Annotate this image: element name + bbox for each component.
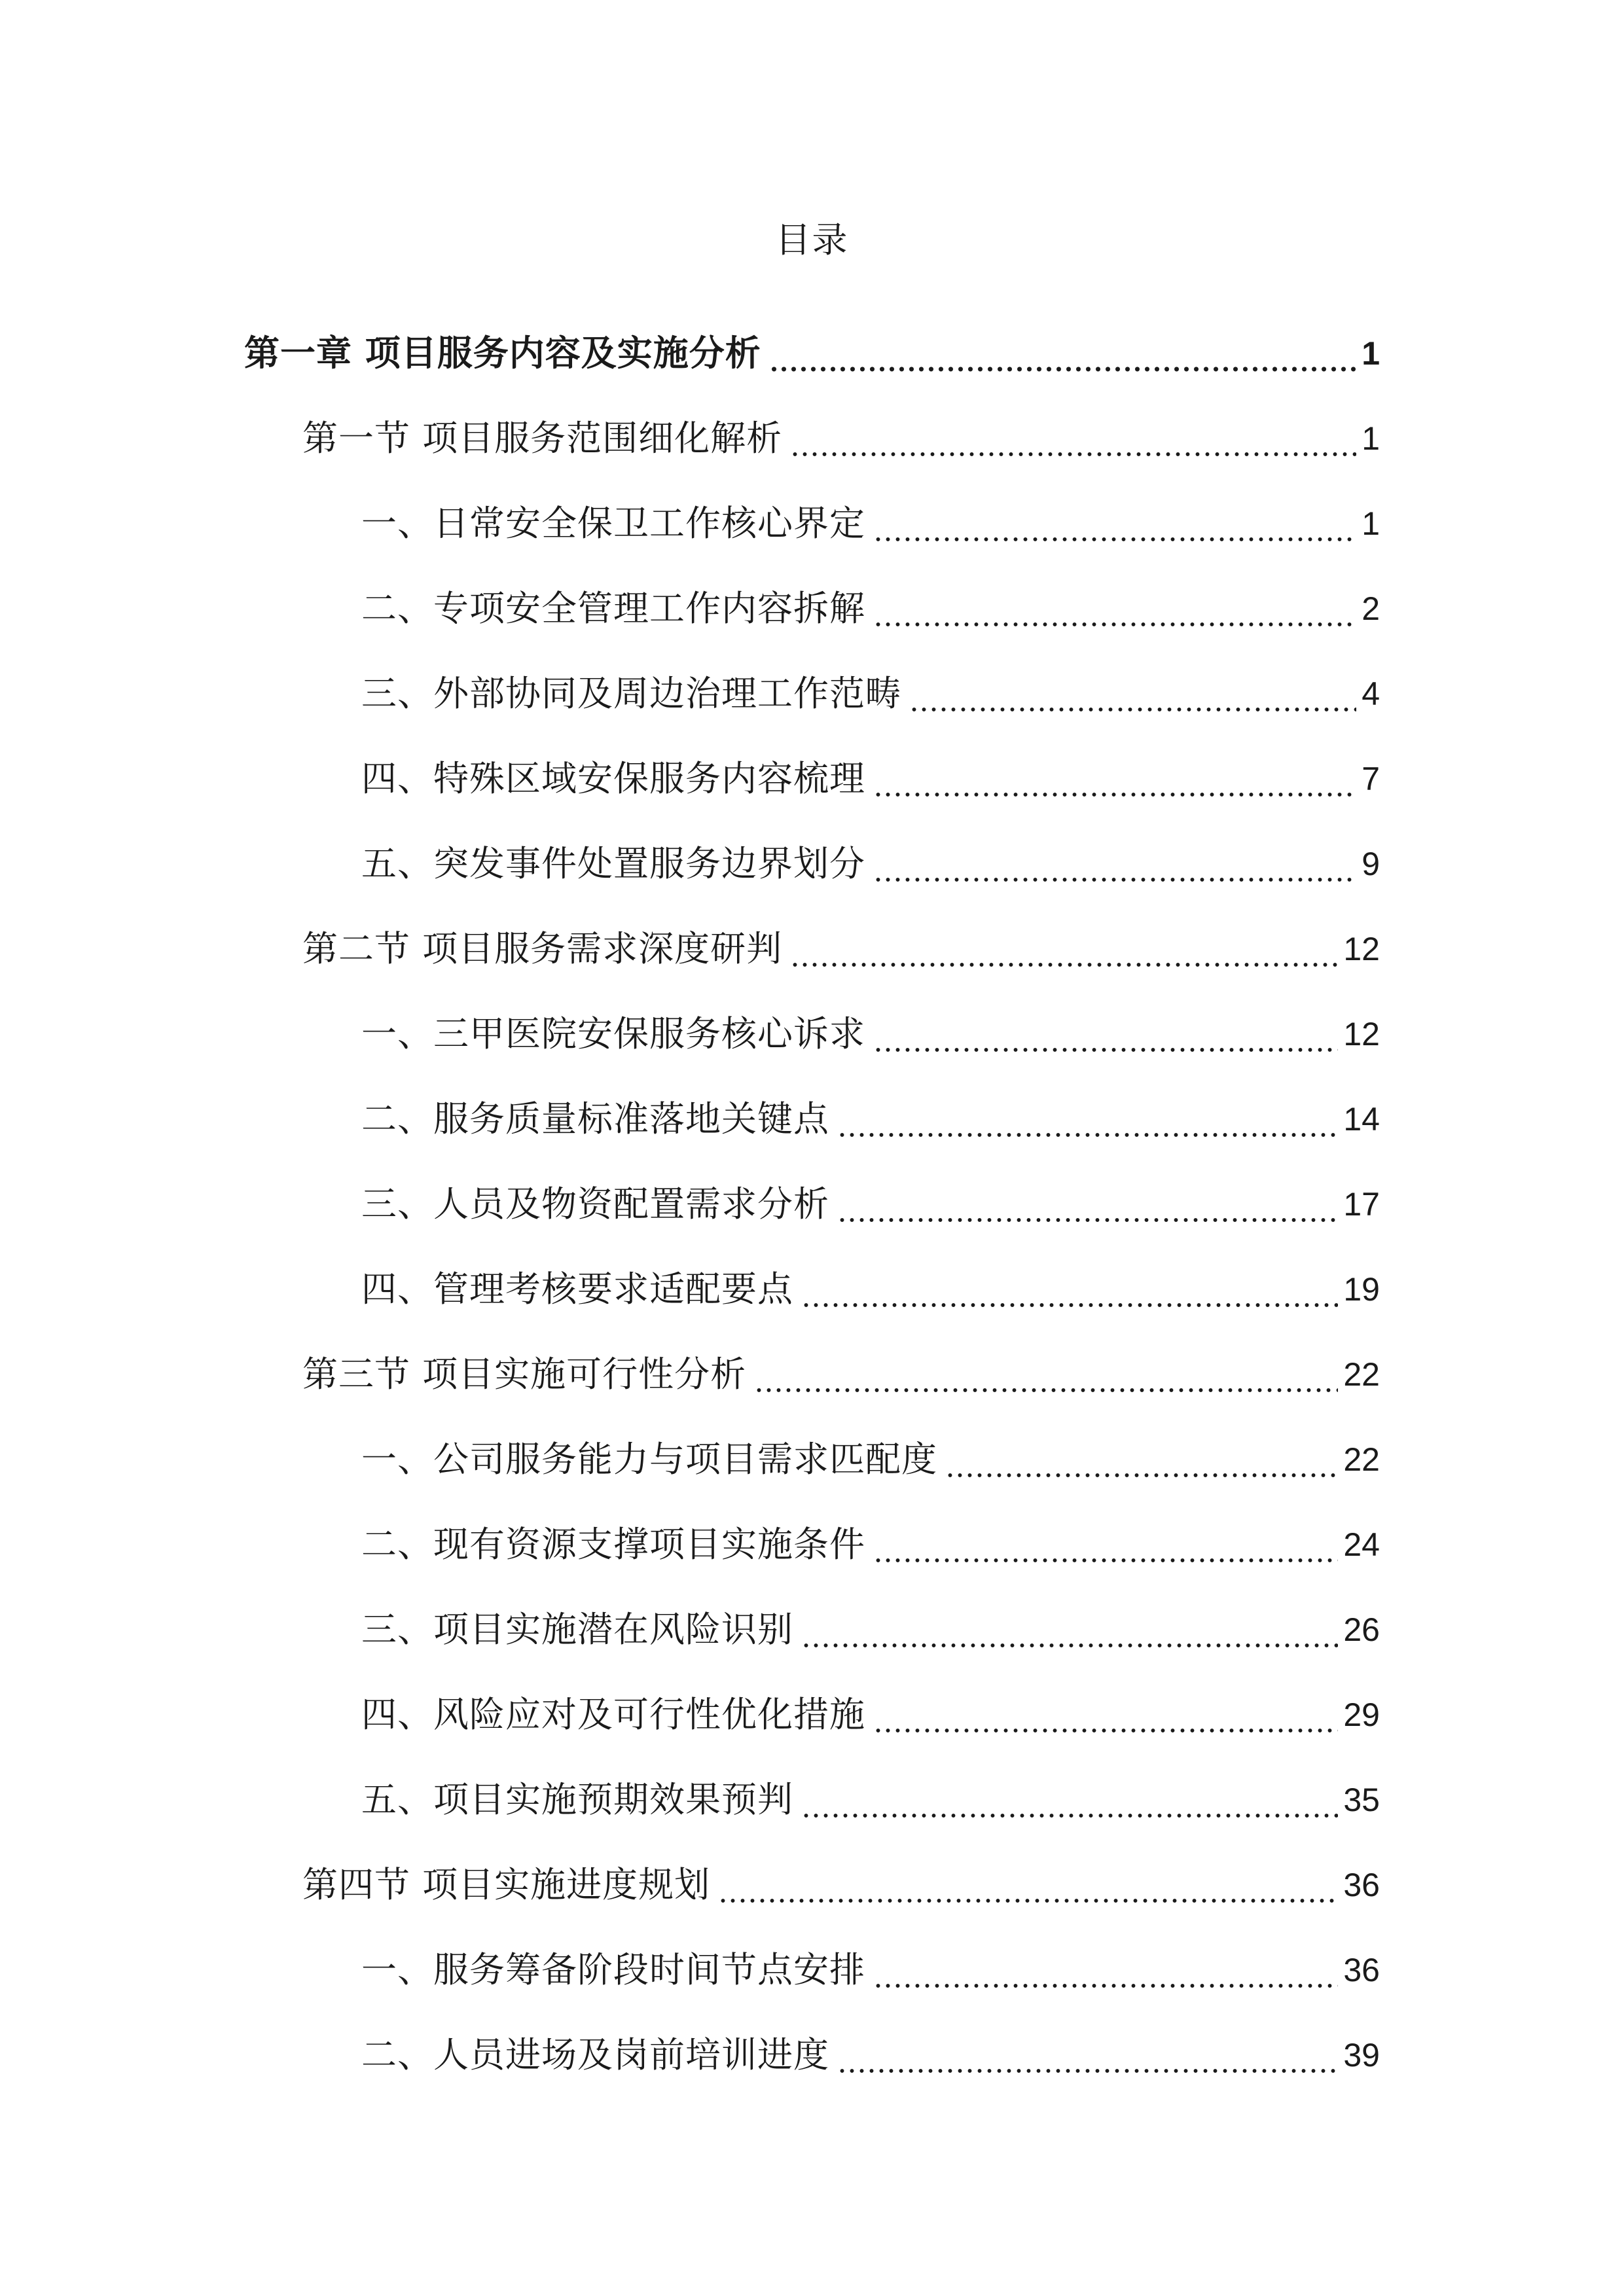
toc-entry-label: 一、服务筹备阶段时间节点安排 xyxy=(361,1949,865,1990)
toc-entry-label: 三、外部协同及周边治理工作范畴 xyxy=(361,673,901,714)
toc-entry-page: 36 xyxy=(1343,1867,1380,1903)
dot-leader xyxy=(754,1348,1338,1401)
toc-entry-section-1[interactable] xyxy=(0,380,1624,465)
toc-entry-item[interactable] xyxy=(0,1996,1624,2081)
toc-entry-section-4[interactable] xyxy=(0,1826,1624,1911)
toc-entry-label: 四、管理考核要求适配要点 xyxy=(361,1268,793,1310)
toc-entry-label: 五、项目实施预期效果预判 xyxy=(361,1779,793,1820)
toc-entry-page: 36 xyxy=(1343,1952,1380,1988)
toc-entry-label: 第二节 项目服务需求深度研判 xyxy=(302,928,783,969)
toc-entry-label: 一、三甲医院安保服务核心诉求 xyxy=(361,1013,865,1054)
toc-entry-page: 17 xyxy=(1343,1186,1380,1223)
toc-entry-item[interactable] xyxy=(0,805,1624,890)
dot-leader xyxy=(873,1689,1338,1741)
toc-entry-item[interactable] xyxy=(0,720,1624,805)
dot-leader xyxy=(873,753,1356,805)
toc-entry-page: 14 xyxy=(1343,1101,1380,1138)
toc-entry-label: 一、公司服务能力与项目需求匹配度 xyxy=(361,1439,937,1480)
toc-entry-label: 三、人员及物资配置需求分析 xyxy=(361,1183,829,1225)
toc-entry-page: 19 xyxy=(1343,1271,1380,1308)
toc-entry-item[interactable] xyxy=(0,550,1624,635)
toc-entry-page: 4 xyxy=(1362,675,1380,712)
toc-entry-label: 二、现有资源支撑项目实施条件 xyxy=(361,1524,865,1565)
toc-entry-chapter-1[interactable] xyxy=(0,295,1624,380)
dot-leader xyxy=(945,1433,1338,1486)
toc-entry-label: 四、风险应对及可行性优化措施 xyxy=(361,1694,865,1735)
toc-entry-page: 12 xyxy=(1343,931,1380,967)
toc-entry-label: 第三节 项目实施可行性分析 xyxy=(302,1354,747,1395)
toc-entry-page: 1 xyxy=(1362,505,1380,542)
toc-entry-section-2[interactable] xyxy=(0,890,1624,975)
toc-entry-item[interactable] xyxy=(0,1656,1624,1741)
dot-leader xyxy=(790,412,1356,465)
dot-leader xyxy=(873,497,1356,550)
toc-entry-item[interactable] xyxy=(0,465,1624,550)
toc-entry-page: 26 xyxy=(1343,1611,1380,1648)
dot-leader xyxy=(801,1604,1338,1656)
toc-entry-page: 29 xyxy=(1343,1696,1380,1733)
toc-entry-page: 9 xyxy=(1362,846,1380,882)
dot-leader xyxy=(769,327,1356,380)
toc-entry-label: 三、项目实施潜在风险识别 xyxy=(361,1609,793,1650)
toc-entry-page: 22 xyxy=(1343,1441,1380,1478)
dot-leader xyxy=(873,1008,1338,1060)
dot-leader xyxy=(790,923,1338,975)
toc-entry-label: 五、突发事件处置服务边界划分 xyxy=(361,843,865,884)
toc-entry-page: 1 xyxy=(1362,335,1380,372)
toc-entry-item[interactable] xyxy=(0,635,1624,720)
toc-entry-section-3[interactable] xyxy=(0,1316,1624,1401)
dot-leader xyxy=(801,1774,1338,1826)
toc-entry-page: 12 xyxy=(1343,1016,1380,1052)
dot-leader xyxy=(873,838,1356,890)
toc-entry-item[interactable] xyxy=(0,1060,1624,1145)
toc-entry-page: 1 xyxy=(1362,420,1380,457)
toc-entry-page: 22 xyxy=(1343,1356,1380,1393)
toc-entry-item[interactable] xyxy=(0,1571,1624,1656)
toc-entry-label: 第四节 项目实施进度规划 xyxy=(302,1864,711,1905)
toc-entry-page: 39 xyxy=(1343,2037,1380,2073)
toc-entry-label: 二、专项安全管理工作内容拆解 xyxy=(361,588,865,629)
toc-entry-item[interactable] xyxy=(0,1486,1624,1571)
toc-entry-label: 二、服务质量标准落地关键点 xyxy=(361,1098,829,1139)
dot-leader xyxy=(801,1263,1338,1316)
dot-leader xyxy=(837,1093,1338,1145)
toc-entry-item[interactable] xyxy=(0,1401,1624,1486)
toc-entry-label: 二、人员进场及岗前培训进度 xyxy=(361,2034,829,2075)
toc-entry-label: 四、特殊区域安保服务内容梳理 xyxy=(361,758,865,799)
dot-leader xyxy=(873,583,1356,635)
dot-leader xyxy=(837,1178,1338,1230)
toc-entry-page: 7 xyxy=(1362,761,1380,797)
toc-entry-page: 2 xyxy=(1362,590,1380,627)
dot-leader xyxy=(718,1859,1338,1911)
toc-entry-item[interactable] xyxy=(0,1230,1624,1316)
toc-entry-item[interactable] xyxy=(0,1145,1624,1230)
toc-entry-label: 一、日常安全保卫工作核心界定 xyxy=(361,503,865,544)
toc-entry-item[interactable] xyxy=(0,1911,1624,1996)
dot-leader xyxy=(873,1944,1338,1996)
toc-entry-item[interactable] xyxy=(0,1741,1624,1826)
dot-leader xyxy=(909,668,1356,720)
toc-entry-item[interactable] xyxy=(0,975,1624,1060)
toc-entry-page: 24 xyxy=(1343,1526,1380,1563)
toc-title: 目录 xyxy=(775,219,849,260)
toc-list xyxy=(0,295,1624,2081)
toc-entry-label: 第一章 项目服务内容及实施分析 xyxy=(244,332,761,374)
toc-entry-page: 35 xyxy=(1343,1782,1380,1818)
dot-leader xyxy=(873,1518,1338,1571)
toc-entry-label: 第一节 项目服务范围细化解析 xyxy=(302,418,783,459)
dot-leader xyxy=(837,2029,1338,2081)
